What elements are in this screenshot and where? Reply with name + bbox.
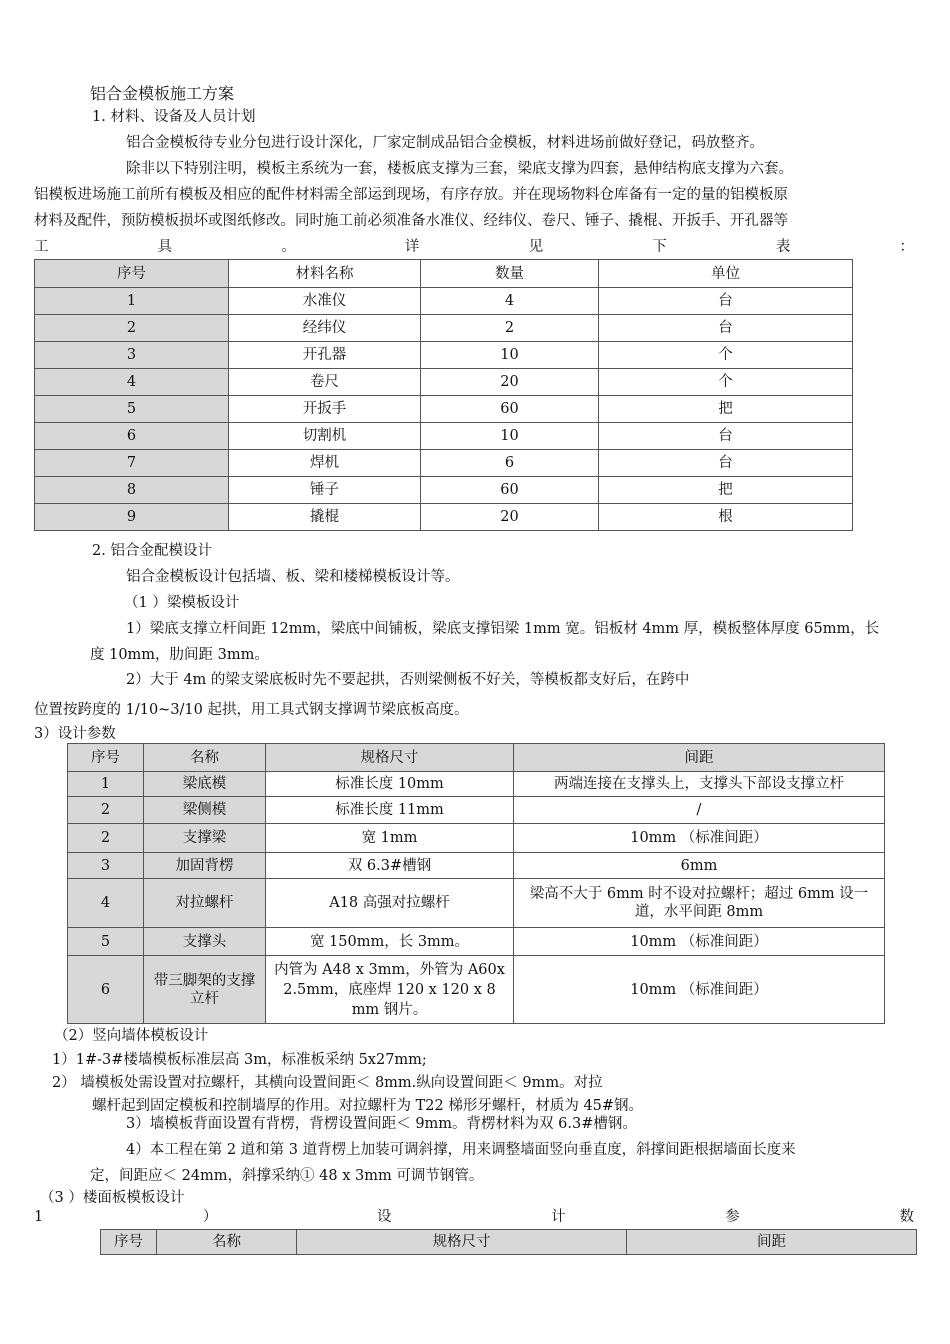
header-cell: 序号 [35, 260, 229, 288]
materials-table [34, 259, 853, 531]
s3-subheading-floor: （3 ）楼面板模板设计 [40, 1190, 185, 1206]
cell-spec: 标准长度 10mm [266, 772, 514, 797]
s2-subheading-beam: （1 ）梁模板设计 [124, 595, 240, 611]
cell-index: 6 [35, 423, 229, 450]
table-row [35, 477, 853, 504]
cell-spec: 内管为 A48 x 3mm，外管为 A60x 2.5mm，底座焊 120 x 120 x 8 mm 钢片。 [266, 956, 514, 1024]
s3-wall-1: 1）1#-3#楼墙模板标准层高 3m，标准板采纳 5x27mm; [52, 1052, 427, 1068]
s2-item-1a: 1）梁底支撑立杆间距 12mm，梁底中间铺板，梁底支撑铝梁 1mm 宽。铝板材 4mm 厚，模板整体厚度 65mm，长 [126, 621, 880, 637]
header-cell: 间距 [627, 1230, 917, 1255]
justified-char: 。 [281, 239, 296, 255]
table-row [68, 853, 885, 879]
justified-char: 1 [34, 1209, 44, 1225]
cell-name: 切割机 [229, 423, 421, 450]
cell-unit: 根 [599, 504, 853, 531]
cell-index: 2 [35, 315, 229, 342]
cell-index: 1 [35, 288, 229, 315]
cell-unit: 把 [599, 477, 853, 504]
table-row [68, 928, 885, 956]
table-row [35, 315, 853, 342]
table-header-row [35, 260, 853, 288]
header-cell: 单位 [599, 260, 853, 288]
cell-name: 经纬仪 [229, 315, 421, 342]
cell-name: 加固背楞 [144, 853, 266, 879]
justified-char: ： [899, 239, 914, 255]
justified-char: 具 [157, 239, 173, 255]
header-cell: 间距 [514, 744, 885, 772]
table-header-row [101, 1230, 917, 1255]
cell-unit: 台 [599, 450, 853, 477]
justified-char: 数 [899, 1209, 914, 1225]
table-header-row [68, 744, 885, 772]
cell-name: 卷尺 [229, 369, 421, 396]
beam-params-table [67, 743, 885, 1024]
doc-title: 铝合金模板施工方案 [90, 84, 235, 103]
s1-paragraph-1: 铝合金模板待专业分包进行设计深化，厂家定制成品铝合金模板，材料进场前做好登记，码放整齐。 [126, 135, 764, 151]
cell-name: 对拉螺杆 [144, 879, 266, 928]
header-cell: 名称 [157, 1230, 297, 1255]
s1-paragraph-2b: 铝模板进场施工前所有模板及相应的配件材料需全部运到现场，有序存放。并在现场物料仓库备有一定的量的铝模板原 [34, 187, 788, 203]
section-2-heading: 2. 铝合金配模设计 [92, 543, 212, 559]
cell-qty: 2 [421, 315, 599, 342]
cell-unit: 台 [599, 423, 853, 450]
cell-unit: 个 [599, 369, 853, 396]
header-cell: 数量 [421, 260, 599, 288]
justified-char: ） [202, 1209, 218, 1225]
header-cell: 规格尺寸 [266, 744, 514, 772]
cell-qty: 10 [421, 423, 599, 450]
s3-floor-params-line [34, 1207, 914, 1227]
justified-char: 下 [652, 239, 667, 255]
cell-index: 2 [68, 824, 144, 853]
cell-spacing: 6mm [514, 853, 885, 879]
cell-spec: 宽 150mm，长 3mm。 [266, 928, 514, 956]
s3-wall-2a: 2） 墙模板处需设置对拉螺杆，其横向设置间距＜ 8mm.纵向设置间距＜ 9mm。对拉 [52, 1075, 603, 1091]
cell-index: 2 [68, 797, 144, 824]
justified-char: 计 [551, 1209, 566, 1225]
cell-name: 支撑梁 [144, 824, 266, 853]
s1-paragraph-2c: 材料及配件，预防模板损坏或图纸修改。同时施工前必须准备水准仪、经纬仪、卷尺、锤子、撬棍、开扳手、开孔器等 [34, 213, 788, 229]
table-row [68, 879, 885, 928]
table-row [68, 956, 885, 1024]
s2-item-2b: 位置按跨度的 1/10~3/10 起拱，用工具式钢支撑调节梁底板高度。 [34, 702, 469, 718]
s2-item-1b: 度 10mm，肋间距 3mm。 [90, 647, 269, 663]
table-row [35, 369, 853, 396]
cell-index: 1 [68, 772, 144, 797]
table-row [68, 824, 885, 853]
cell-spacing: 梁高不大于 6mm 时不设对拉螺杆；超过 6mm 设一道，水平间距 8mm [514, 879, 885, 928]
justified-char: 设 [377, 1209, 392, 1225]
header-cell: 规格尺寸 [297, 1230, 627, 1255]
table-row [35, 288, 853, 315]
cell-name: 锤子 [229, 477, 421, 504]
cell-index: 8 [35, 477, 229, 504]
cell-qty: 4 [421, 288, 599, 315]
cell-name: 支撑头 [144, 928, 266, 956]
cell-unit: 把 [599, 396, 853, 423]
cell-spec: 标准长度 11mm [266, 797, 514, 824]
cell-spacing: 10mm （标准间距） [514, 956, 885, 1024]
cell-name: 梁底模 [144, 772, 266, 797]
justified-char: 详 [404, 239, 420, 255]
cell-name: 开孔器 [229, 342, 421, 369]
table-row [35, 504, 853, 531]
cell-name: 带三脚架的支撑立杆 [144, 956, 266, 1024]
cell-index: 4 [68, 879, 144, 928]
header-cell: 序号 [101, 1230, 157, 1255]
s1-paragraph-2a: 除非以下特别注明，模板主系统为一套，楼板底支撑为三套，梁底支撑为四套，悬伸结构底支撑为六套。 [126, 161, 793, 177]
table-row [68, 797, 885, 824]
s2-paragraph-1: 铝合金模板设计包括墙、板、梁和楼梯模板设计等。 [126, 569, 460, 585]
s3-subheading-wall: （2）竖向墙体模板设计 [54, 1028, 209, 1044]
cell-qty: 20 [421, 504, 599, 531]
cell-unit: 台 [599, 288, 853, 315]
s3-wall-4a: 4）本工程在第 2 道和第 3 道背楞上加装可调斜撑，用来调整墙面竖向垂直度，斜撑间距根据墙面长度来 [126, 1142, 796, 1158]
table-row [35, 342, 853, 369]
header-cell: 序号 [68, 744, 144, 772]
cell-index: 7 [35, 450, 229, 477]
s3-wall-4b: 定，间距应＜ 24mm，斜撑采纳① 48 x 3mm 可调节钢管。 [90, 1168, 484, 1184]
justified-char: 见 [528, 239, 544, 255]
floor-params-table [100, 1229, 917, 1255]
header-cell: 名称 [144, 744, 266, 772]
s2-item-3: 3）设计参数 [34, 726, 116, 742]
cell-name: 开扳手 [229, 396, 421, 423]
cell-spacing: 两端连接在支撑头上，支撑头下部设支撑立杆 [514, 772, 885, 797]
s3-wall-2b: 螺杆起到固定模板和控制墙厚的作用。对拉螺杆为 T22 梯形牙螺杆，材质为 45#钢。 [92, 1098, 644, 1114]
table-row [35, 423, 853, 450]
table-row [35, 450, 853, 477]
justified-char: 表 [775, 239, 791, 255]
s1-paragraph-2d [34, 237, 914, 257]
cell-spacing: 10mm （标准间距） [514, 824, 885, 853]
cell-spacing: / [514, 797, 885, 824]
s3-wall-3: 3）墙模板背面设置有背楞，背楞设置间距＜ 9mm。背楞材料为双 6.3#槽钢。 [126, 1116, 637, 1132]
cell-qty: 6 [421, 450, 599, 477]
table-row [35, 396, 853, 423]
cell-qty: 60 [421, 477, 599, 504]
cell-index: 6 [68, 956, 144, 1024]
cell-spec: 宽 1mm [266, 824, 514, 853]
cell-qty: 20 [421, 369, 599, 396]
cell-spec: 双 6.3#槽钢 [266, 853, 514, 879]
cell-spec: A18 高强对拉螺杆 [266, 879, 514, 928]
cell-index: 3 [35, 342, 229, 369]
header-cell: 材料名称 [229, 260, 421, 288]
cell-unit: 个 [599, 342, 853, 369]
cell-index: 9 [35, 504, 229, 531]
cell-name: 水准仪 [229, 288, 421, 315]
section-1-heading: 1. 材料、设备及人员计划 [92, 109, 256, 125]
cell-qty: 60 [421, 396, 599, 423]
table-row [68, 772, 885, 797]
cell-name: 梁侧模 [144, 797, 266, 824]
cell-spacing: 10mm （标准间距） [514, 928, 885, 956]
justified-char: 参 [725, 1209, 740, 1225]
cell-name: 撬棍 [229, 504, 421, 531]
justified-char: 工 [34, 239, 49, 255]
cell-qty: 10 [421, 342, 599, 369]
cell-index: 3 [68, 853, 144, 879]
cell-index: 5 [35, 396, 229, 423]
cell-name: 焊机 [229, 450, 421, 477]
cell-index: 5 [68, 928, 144, 956]
cell-index: 4 [35, 369, 229, 396]
cell-unit: 台 [599, 315, 853, 342]
s2-item-2a: 2）大于 4m 的梁支梁底板时先不要起拱，否则梁侧板不好关，等模板都支好后，在跨中 [126, 672, 690, 688]
